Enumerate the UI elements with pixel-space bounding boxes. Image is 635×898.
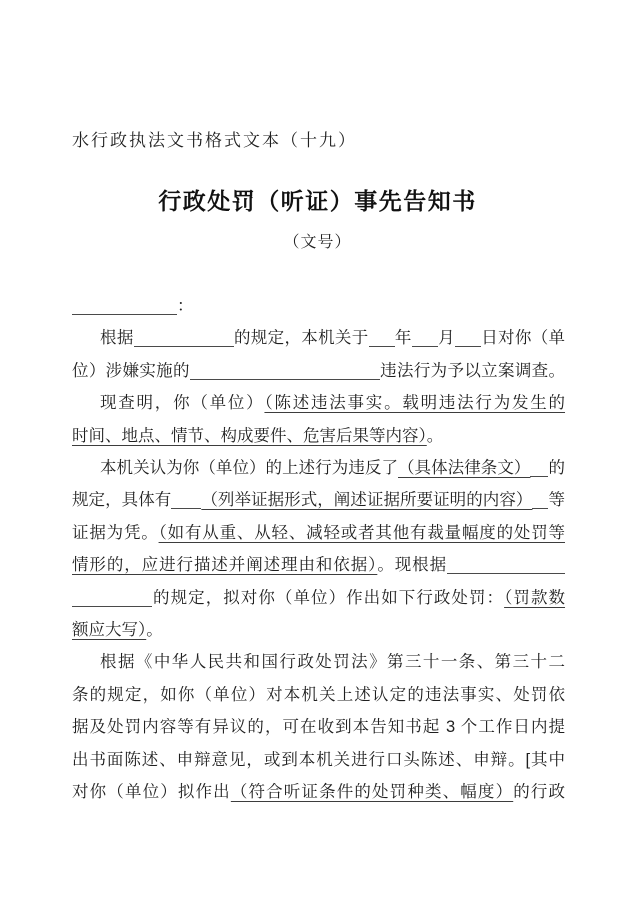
fill-in-blank <box>72 300 177 315</box>
underlined-text-run: （罚款数 <box>504 588 566 607</box>
fill-in-blank <box>369 332 395 347</box>
para-violation-line4 <box>72 549 565 581</box>
text-run: 。现根据 <box>377 556 448 575</box>
text-run: 日对你（单 <box>480 329 566 348</box>
fill-in-blank <box>455 332 481 347</box>
text-run: 位）涉嫌实施的 <box>72 361 190 380</box>
underlined-text-run: （符合听证条件的处罚种类、幅度） <box>230 783 514 802</box>
text-run: 证据为凭。 <box>72 523 159 542</box>
fill-in-blank <box>134 332 234 347</box>
document-body <box>72 290 565 809</box>
fill-in-blank <box>447 559 565 574</box>
text-run: 月 <box>437 329 455 348</box>
text-run: 现查明，你（单位） <box>100 394 265 413</box>
para-violation-line3 <box>72 517 565 549</box>
para-rights-line1 <box>72 646 565 678</box>
para-rights-line2 <box>72 679 565 711</box>
para-rights-line4 <box>72 744 565 776</box>
fill-in-blank <box>532 494 548 509</box>
para-violation-line2 <box>72 484 565 516</box>
fill-in-blank <box>171 494 201 509</box>
text-run: 根据《中华人民共和国行政处罚法》第三十一条、第三十二 <box>100 653 565 672</box>
text-run: 。 <box>426 426 444 445</box>
document-series-label: 水行政执法文书格式文本（十九） <box>72 131 357 150</box>
underlined-text-run: （如有从重、从轻、减轻或者其他有裁量幅度的处罚等 <box>158 523 565 542</box>
text-run: 条的规定，如你（单位）对本机关上述认定的违法事实、处罚依 <box>72 685 565 704</box>
fill-in-blank <box>190 365 380 380</box>
text-run: 本机关认为你（单位）的上述行为违反了 <box>100 459 398 478</box>
text-run: 违法行为予以立案调查。 <box>379 361 566 380</box>
text-run: 根据 <box>100 329 134 348</box>
para-facts-line2 <box>72 420 565 452</box>
text-run: 年 <box>394 329 412 348</box>
para-penalty-line1 <box>72 582 565 614</box>
para-rights-line3 <box>72 711 565 743</box>
para-filing-line1 <box>72 322 565 354</box>
underlined-text-run: 额应大写） <box>72 621 147 640</box>
text-run: 的行政 <box>513 783 566 802</box>
para-filing-line2 <box>72 355 565 387</box>
para-facts-line1 <box>72 387 565 419</box>
fill-in-blank <box>72 592 152 607</box>
para-violation-line1 <box>72 452 565 484</box>
text-run: 据及处罚内容等有异议的，可在收到本告知书起 3 个工作日内提 <box>72 718 565 737</box>
underlined-text-run: （陈述违法事实。载明违法行为发生的 <box>264 394 566 413</box>
underlined-text-run: （具体法律条文） <box>398 459 531 478</box>
salutation-line <box>72 290 565 322</box>
underlined-text-run: 时间、地点、情节、构成要件、危害后果等内容） <box>72 426 427 445</box>
document-number-placeholder: （文号） <box>283 234 352 251</box>
document-title: 行政处罚（听证）事先告知书 <box>158 188 477 214</box>
fill-in-blank <box>530 462 548 477</box>
text-run: 等 <box>548 491 566 510</box>
para-penalty-line2 <box>72 614 565 646</box>
text-run: 。 <box>146 621 163 640</box>
text-run: 的 <box>548 459 566 478</box>
fill-in-blank <box>412 332 438 347</box>
text-run: 的规定，本机关于 <box>233 329 369 348</box>
underlined-text-run: （列举证据形式，阐述证据所要证明的内容） <box>201 491 533 510</box>
underlined-text-run: 情形的，应进行描述并阐述理由和依据） <box>72 556 378 575</box>
para-rights-line5 <box>72 776 565 808</box>
text-run: 规定，具体有 <box>72 491 172 510</box>
text-run: ： <box>177 297 194 315</box>
text-run: 对你（单位）拟作出 <box>72 783 231 802</box>
text-run: 的规定，拟对你（单位）作出如下行政处罚： <box>152 588 505 607</box>
text-run: 出书面陈述、申辩意见，或到本机关进行口头陈述、申辩。[其中 <box>72 750 565 769</box>
